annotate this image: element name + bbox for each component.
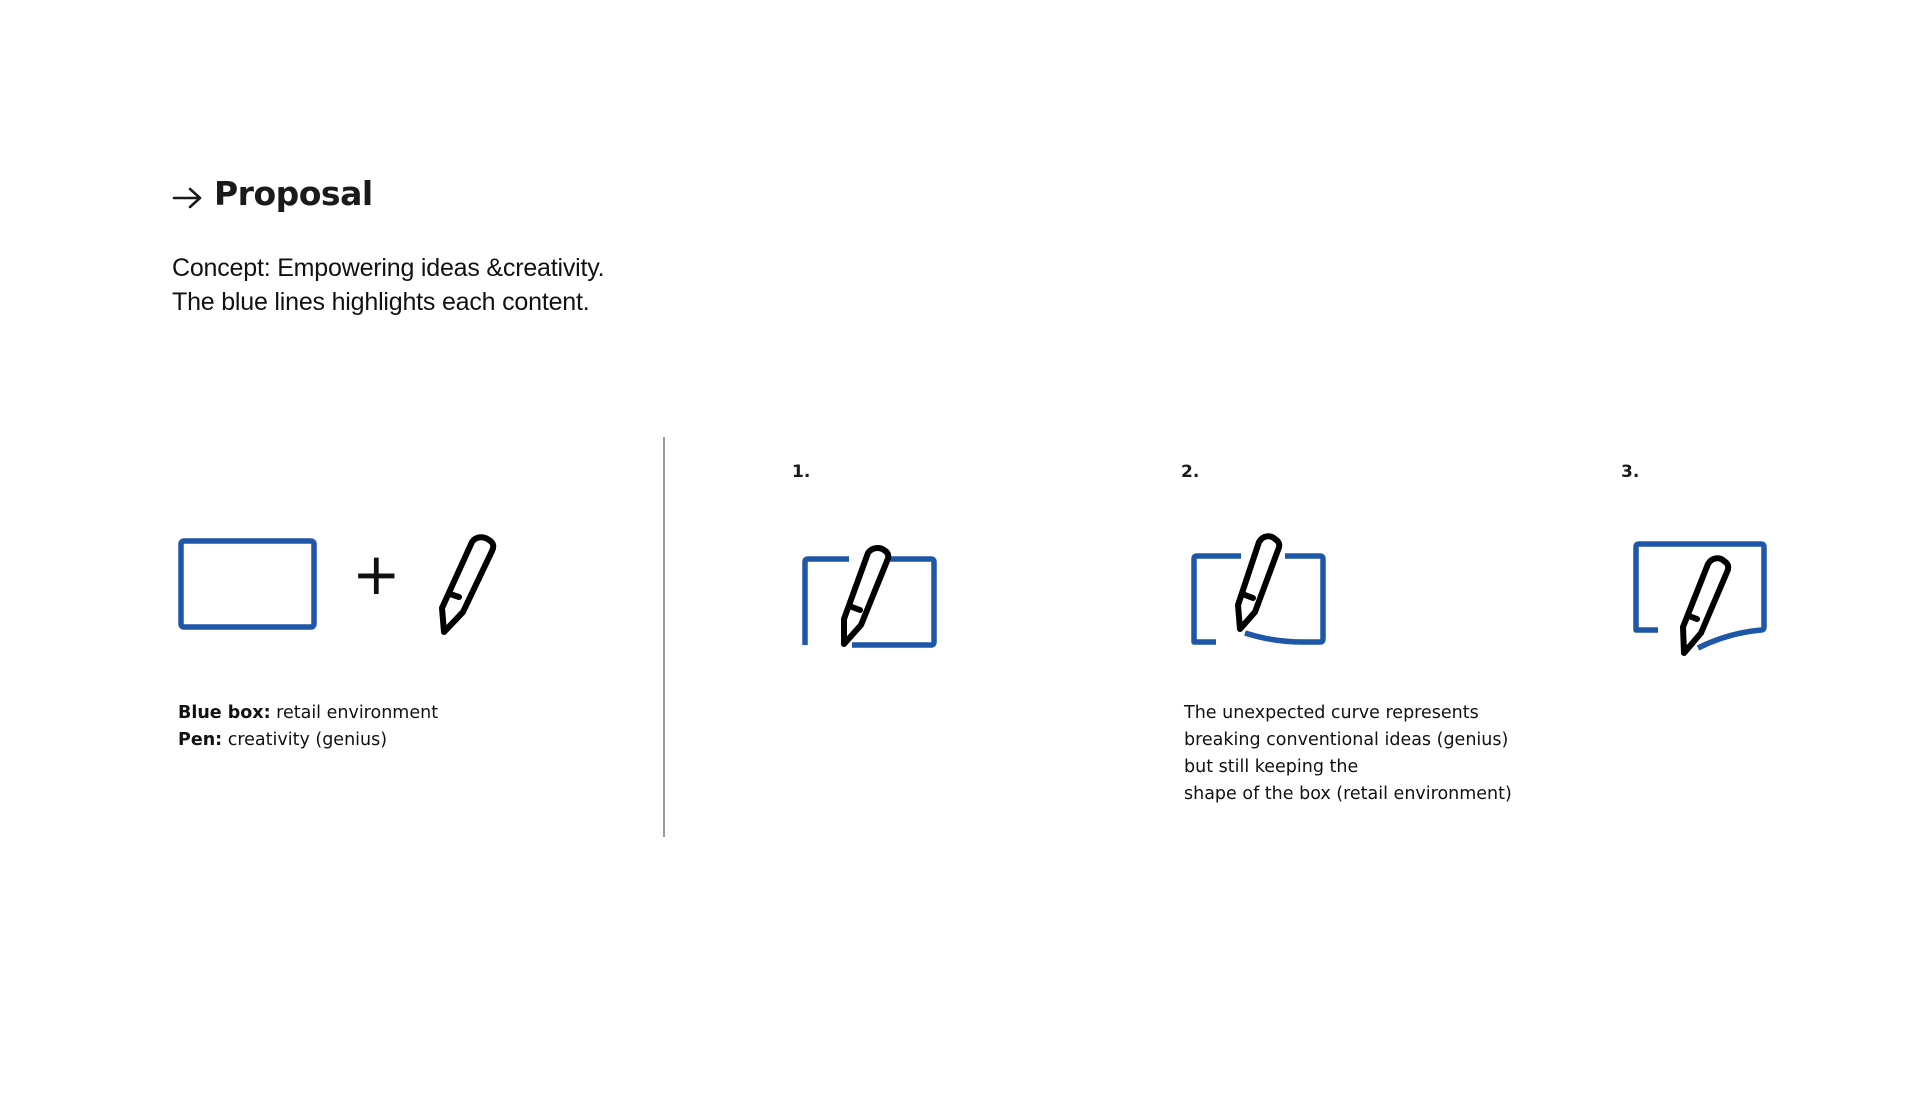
- plus-icon: +: [352, 540, 401, 608]
- curve-caption-line: breaking conventional ideas (genius): [1184, 730, 1509, 750]
- pen-term: Pen:: [178, 730, 223, 750]
- step-1-number: 1.: [792, 462, 811, 482]
- curve-caption-line: but still keeping the: [1184, 757, 1359, 777]
- blue-box-description: retail environment: [270, 703, 439, 723]
- pen-icon: [430, 530, 500, 640]
- curved-box-pen-icon: [1185, 530, 1335, 645]
- blue-box-term: Blue box:: [178, 703, 271, 723]
- page-title: Proposal: [214, 174, 373, 213]
- legend-caption: [178, 700, 438, 754]
- pen-description: creativity (genius): [222, 730, 388, 750]
- blue-box-icon: [176, 536, 318, 632]
- blue-box-legend-line: [178, 700, 438, 727]
- box-pen-icon: [796, 540, 946, 650]
- right-arrow-icon: [172, 186, 204, 210]
- curve-caption-line: The unexpected curve represents: [1184, 703, 1479, 723]
- curled-box-pen-icon: [1628, 538, 1778, 658]
- curve-caption: [1184, 700, 1512, 808]
- curve-caption-line: shape of the box (retail environment): [1184, 784, 1512, 804]
- vertical-divider: [663, 437, 665, 837]
- step-2-number: 2.: [1181, 462, 1200, 482]
- pen-legend-line: [178, 727, 438, 754]
- concept-text: Concept: Empowering ideas &creativity.: [172, 254, 605, 282]
- highlight-text: The blue lines highlights each content.: [172, 288, 590, 316]
- step-3-number: 3.: [1621, 462, 1640, 482]
